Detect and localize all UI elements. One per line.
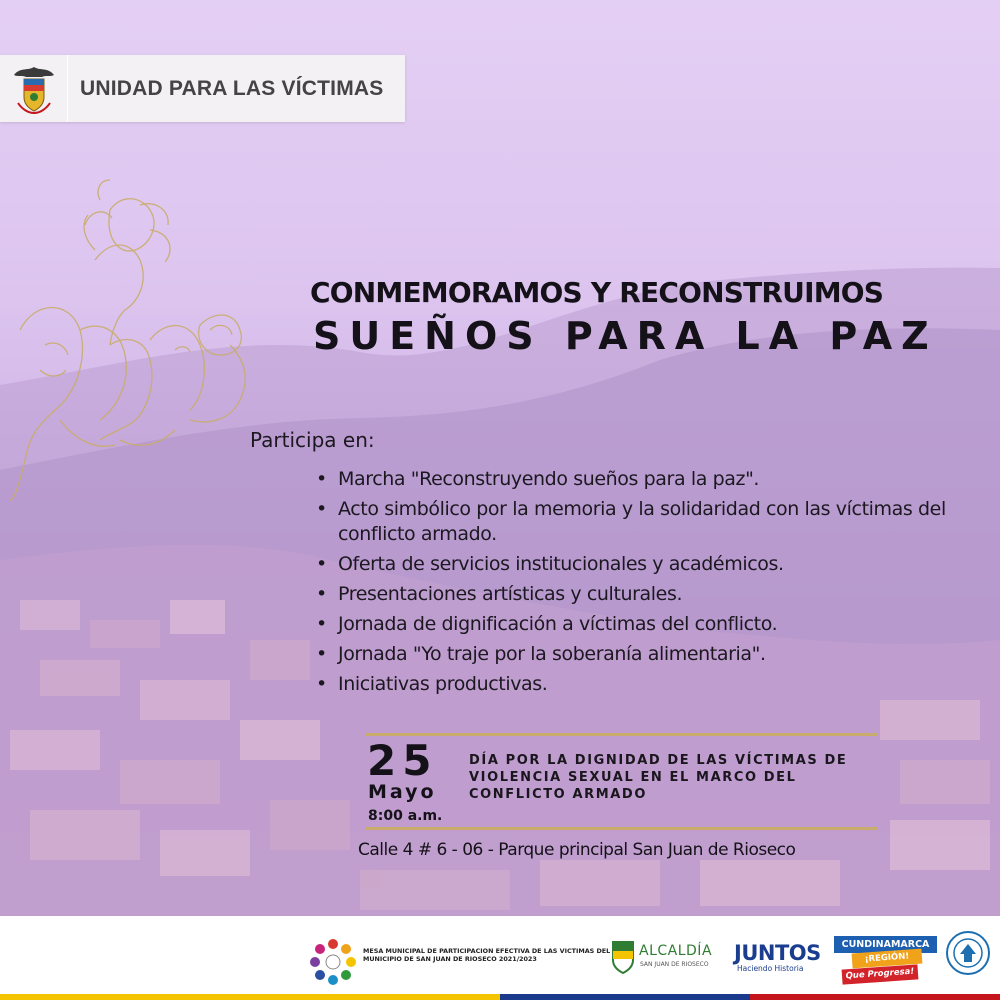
bullet-icon: • — [316, 583, 327, 605]
intro-label: Participa en: — [250, 428, 375, 452]
list-item — [316, 612, 986, 637]
headline-line-2: SUEÑOS PARA LA PAZ — [313, 314, 938, 358]
gold-divider-top — [365, 733, 877, 736]
flag-color-bar — [0, 994, 1000, 1000]
alcaldia-shield-icon — [612, 940, 634, 974]
bullet-icon: • — [316, 643, 327, 665]
activity-text: Presentaciones artísticas y culturales. — [338, 583, 683, 605]
coat-of-arms-icon — [10, 63, 58, 115]
event-day: 25 — [367, 736, 438, 785]
list-item — [316, 642, 986, 667]
event-time: 8:00 a.m. — [368, 808, 443, 824]
activity-text: Jornada "Yo traje por la soberanía alimentaria". — [338, 643, 766, 665]
alcaldia-subtitle: SAN JUAN DE RIOSECO — [640, 961, 709, 968]
activity-text: Iniciativas productivas. — [338, 673, 548, 695]
list-item — [316, 672, 986, 697]
bullet-icon: • — [316, 468, 327, 490]
mesa-text: MESA MUNICIPAL DE PARTICIPACION EFECTIVA DE LAS VICTIMAS DEL MUNICIPIO DE SAN JUAN DE RIOSECO 2021/2023 — [363, 947, 611, 963]
juntos-subtitle: Haciendo Historia — [737, 964, 804, 973]
mesa-hands-logo-icon — [308, 936, 358, 986]
cundinamarca-slogan: Que Progresa! — [842, 964, 919, 984]
event-address: Calle 4 # 6 - 06 - Parque principal San Juan de Rioseco — [358, 840, 796, 860]
activity-text: Oferta de servicios institucionales y académicos. — [338, 553, 784, 575]
event-month: Mayo — [368, 781, 437, 803]
activity-list — [316, 467, 986, 702]
list-item — [316, 582, 986, 607]
cundinamarca-name: CUNDINAMARCA — [834, 936, 937, 953]
bullet-icon: • — [316, 673, 327, 695]
flag-red-stripe — [750, 994, 1000, 1000]
bullet-icon: • — [316, 613, 327, 635]
flag-blue-stripe — [500, 994, 750, 1000]
list-item — [316, 497, 986, 547]
activity-text: Acto simbólico por la memoria y la solidaridad con las víctimas del conflicto armado. — [338, 498, 946, 545]
list-item — [316, 467, 986, 492]
bullet-icon: • — [316, 498, 327, 520]
activity-text: Jornada de dignificación a víctimas del conflicto. — [338, 613, 778, 635]
flag-yellow-stripe — [0, 994, 500, 1000]
bullet-icon: • — [316, 553, 327, 575]
headline-line-1: CONMEMORAMOS Y RECONSTRUIMOS — [310, 276, 884, 309]
list-item — [316, 552, 986, 577]
juntos-logo-text: JUNTOS — [734, 941, 821, 965]
gold-divider-bottom — [365, 827, 877, 830]
event-title: DÍA POR LA DIGNIDAD DE LAS VÍCTIMAS DE VIOLENCIA SEXUAL EN EL MARCO DEL CONFLICTO ARMADO — [469, 753, 848, 802]
logo-divider — [67, 55, 68, 122]
cundinamarca-region: ¡REGIÓN! — [852, 949, 923, 969]
organization-logo-box — [0, 55, 405, 122]
activity-text: Marcha "Reconstruyendo sueños para la paz". — [338, 468, 760, 490]
cundinamarca-logo — [834, 936, 937, 986]
organization-name: UNIDAD PARA LAS VÍCTIMAS — [80, 77, 384, 100]
government-seal-icon — [945, 930, 991, 976]
sponsor-footer — [0, 916, 1000, 994]
alcaldia-title: ALCALDÍA — [639, 943, 713, 959]
